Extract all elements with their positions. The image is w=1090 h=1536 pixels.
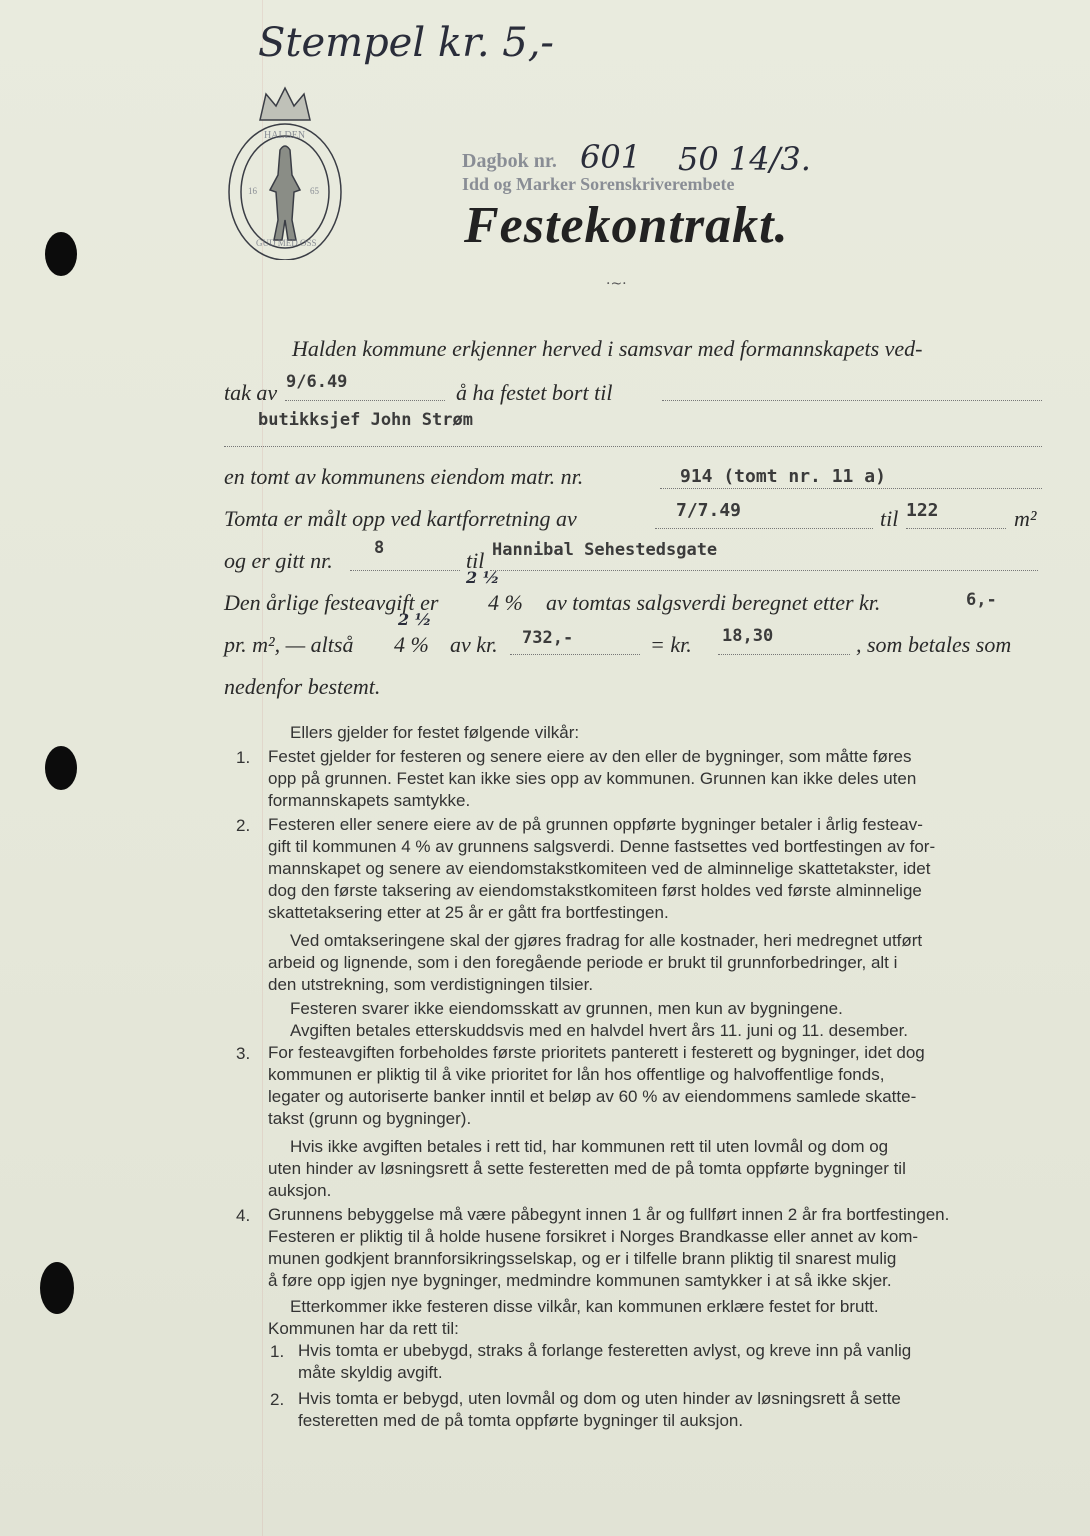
subterm-1 (298, 1340, 1042, 1384)
fill-line (660, 488, 1042, 489)
matr-number: 914 (tomt nr. 11 a) (680, 466, 886, 487)
form-line-7-c: = kr. (650, 632, 692, 657)
form-line-7-b: av kr. (450, 632, 498, 657)
term-line: takst (grunn og bygninger). (268, 1109, 472, 1128)
form-line-7-pct: 4 % (394, 632, 429, 657)
terms-intro: Ellers gjelder for festet følgende vilkår: (290, 723, 580, 742)
seal-emblem-icon (222, 80, 348, 260)
form-line-1: Halden kommune erkjenner herved i samsvar med formannskapets ved- (292, 336, 923, 361)
dagbok-number: 601 (580, 138, 642, 176)
term-line: For festeavgiften forbeholdes første prioritets panterett i festerett og bygninger, idet dog (268, 1043, 925, 1062)
gitt-number: 8 (374, 538, 385, 558)
title-ornament: ·~· (606, 276, 627, 292)
term-line: å føre opp igjen nye bygninger, medmindre kommunen samtykker i at så ikke skjer. (268, 1271, 892, 1290)
punch-hole (40, 1262, 74, 1314)
term-4b: Etterkommer ikke festeren disse vilkår, kan kommunen erklære festet for brutt. (290, 1297, 879, 1316)
subterm-number: 2. (270, 1390, 285, 1409)
form-line-4-a: Tomta er målt opp ved kartforretning av (224, 506, 577, 531)
term-line: legater og autoriserte banker inntil et beløp av 60 % av eiendommens samlede skatte- (268, 1087, 917, 1106)
fill-line (655, 528, 873, 529)
term-line: Hvis tomta er bebygd, uten lovmål og dom og uten hinder av løsningsrett å sette (298, 1389, 901, 1408)
term-line: arbeid og lignende, som i den foregående periode er brukt til grunnforbedringer, alt i (268, 953, 898, 972)
form-line-7-d: , som betales som (856, 632, 1012, 657)
punch-hole (45, 232, 77, 276)
city-seal (222, 80, 348, 260)
form-line-4-til: til (880, 506, 899, 531)
term-line: Hvis ikke avgiften betales i rett tid, har kommunen rett til uten lovmål og dom og (290, 1137, 889, 1156)
stamp-duty-annotation: Stempel kr. 5,- (258, 20, 554, 66)
form-line-5-til: til (466, 548, 485, 573)
term-number: 3. (236, 1044, 251, 1063)
form-line-7-a: pr. m², — altså (224, 632, 354, 657)
term-line: dog den første taksering av eiendomstakstkomiteen først holdes ved første alminnelige (268, 881, 922, 900)
term-2b (268, 930, 1042, 996)
fill-line (718, 654, 850, 655)
term-line: opp på grunnen. Festet kan ikke sies opp av kommunen. Grunnen kan ikke deles uten (268, 769, 917, 788)
term-4 (268, 1204, 1042, 1292)
annual-fee: 18,30 (722, 626, 774, 646)
subterm-number: 1. (270, 1342, 285, 1361)
term-number: 4. (236, 1206, 251, 1225)
fill-line (662, 400, 1042, 401)
fraction-mark-2: 2 ½ (398, 610, 432, 629)
term-line: Festeren er pliktig til å holde husene forsikret i Norges Brandkasse eller annet av kom- (268, 1227, 919, 1246)
form-line-6-a: Den årlige festeavgift er (224, 590, 439, 615)
recipient: butikksjef John Strøm (258, 410, 473, 430)
fill-line (285, 400, 445, 401)
term-line: formannskapets samtykke. (268, 791, 471, 810)
dagbok-date: 50 14/3. (678, 140, 811, 178)
term-1 (268, 746, 1042, 812)
term-2c: Festeren svarer ikke eiendomsskatt av grunnen, men kun av bygningene. (290, 999, 843, 1018)
form-line-6-pct: 4 % (488, 590, 523, 615)
fill-line (510, 654, 640, 655)
term-2d: Avgiften betales etterskuddsvis med en halvdel hvert års 11. juni og 11. desember. (290, 1021, 909, 1040)
term-line: gift til kommunen 4 % av grunnens salgsverdi. Denne fastsettes ved bortfestingen av for- (268, 837, 936, 856)
term-line: mannskapet og senere av eiendomstakstkomiteen ved de alminnelige skattetakster, idet (268, 859, 931, 878)
term-line: uten hinder av løsningsrett å sette festeretten med de på tomta oppførte bygninger til (268, 1159, 906, 1178)
term-line: skattetaksering etter at 25 år er gått fra bortfestingen. (268, 903, 669, 922)
term-2 (268, 814, 1042, 924)
term-line: Ved omtakseringene skal der gjøres fradrag for alle kostnader, heri medregnet utført (290, 931, 923, 950)
term-line: Hvis tomta er ubebygd, straks å forlange festeretten avlyst, og kreve inn på vanlig (298, 1341, 912, 1360)
fill-line (906, 528, 1006, 529)
form-line-3-a: en tomt av kommunens eiendom matr. nr. (224, 464, 584, 489)
decision-date: 9/6.49 (286, 372, 348, 392)
term-4c: Kommunen har da rett til: (268, 1319, 459, 1338)
total-value: 732,- (522, 628, 574, 648)
kartforretning-date: 7/7.49 (676, 500, 742, 521)
term-line: Grunnens bebyggelse må være påbegynt innen 1 år og fullført innen 2 år fra bortfestingen. (268, 1205, 950, 1224)
seal-top-text: HALDEN (264, 130, 306, 141)
term-3 (268, 1042, 1042, 1130)
fraction-mark: 2 ½ (466, 568, 500, 587)
term-line: måte skyldig avgift. (298, 1363, 443, 1382)
price-per-m2: 6,- (966, 590, 997, 610)
form-line-5-a: og er gitt nr. (224, 548, 333, 573)
form-line-6-b: av tomtas salgsverdi beregnet etter kr. (546, 590, 881, 615)
term-line: den utstrekning, som verdistigningen tilsier. (268, 975, 594, 994)
office-stamp: Idd og Marker Sorenskriverembete (462, 174, 735, 194)
fill-line (224, 446, 1042, 447)
form-line-8: nedenfor bestemt. (224, 674, 381, 699)
term-line: munen godkjent brannforsikringsselskap, og er i tilfelle brann pliktig til snarest mulig (268, 1249, 897, 1268)
area-value: 122 (906, 500, 939, 521)
term-number: 2. (236, 816, 251, 835)
form-line-4-unit: m² (1014, 506, 1037, 531)
term-line: auksjon. (268, 1181, 332, 1200)
form-line-2-b: å ha festet bort til (456, 380, 613, 405)
term-line: Festeren eller senere eiere av de på grunnen oppførte bygninger betaler i årlig festeav- (268, 815, 923, 834)
term-line: kommunen er pliktig til å vike prioritet for lån hos offentlige og halvoffentlige fonds, (268, 1065, 885, 1084)
term-line: Festet gjelder for festeren og senere eiere av den eller de bygninger, som måtte føres (268, 747, 912, 766)
subterm-2 (298, 1388, 1042, 1432)
term-number: 1. (236, 748, 251, 767)
fill-line (490, 570, 1038, 571)
page-title: Festekontrakt. (464, 197, 789, 254)
term-line: festeretten med de på tomta oppførte bygninger til auksjon. (298, 1411, 744, 1430)
fill-line (350, 570, 460, 571)
seal-bottom-text: GUD MED OSS (256, 238, 317, 248)
street-name: Hannibal Sehestedsgate (492, 540, 718, 560)
term-3b (268, 1136, 1042, 1202)
form-line-2-a: tak av (224, 380, 278, 405)
dagbok-stamp-label: Dagbok nr. (462, 150, 557, 172)
seal-year-right: 65 (310, 186, 319, 196)
seal-year-left: 16 (248, 186, 257, 196)
punch-hole (45, 746, 77, 790)
